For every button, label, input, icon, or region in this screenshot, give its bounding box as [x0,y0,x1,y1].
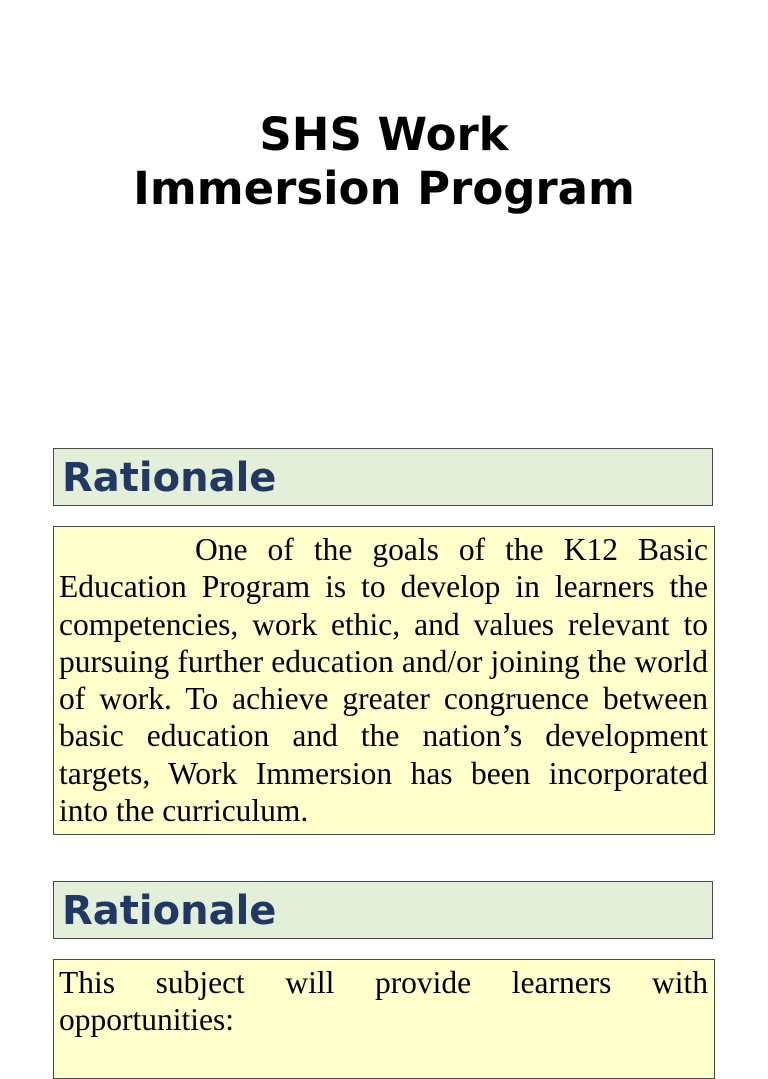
rationale-heading-box-1 [53,448,713,506]
page-title [0,108,768,216]
rationale-heading-1: Rationale [62,455,277,501]
page-title-line-1: SHS Work [259,108,509,161]
rationale-body-2: This subject will provide learners with opportunities: [53,959,715,1079]
page-title-line-2: Immersion Program [133,162,635,215]
rationale-body-1: One of the goals of the K12 Basic Education Program is to develop in learners the competencies, work ethic, and values relevant to pursuing further education and/or joining the world of work. To achieve greater congruence between basic education and the nation’s development targets, Work Immersion has been incorporated into the curriculum. [53,526,715,835]
rationale-heading-box-2 [53,881,713,939]
rationale-heading-2: Rationale [62,888,277,934]
